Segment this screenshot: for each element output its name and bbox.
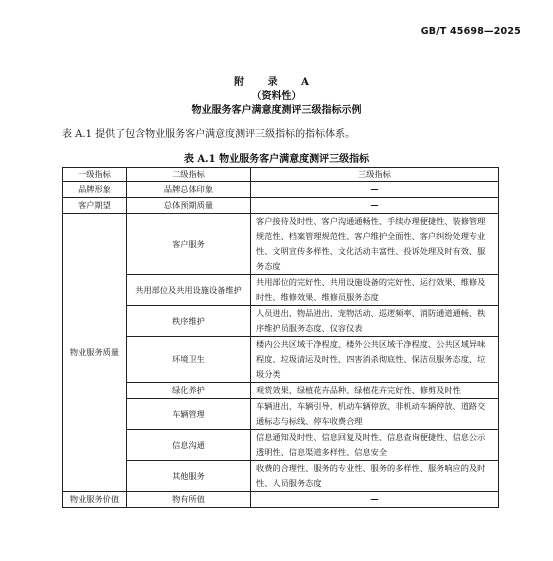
table-row	[63, 461, 499, 492]
level2-cell: 客户服务	[127, 214, 251, 275]
indicator-table	[62, 167, 499, 508]
table-row	[63, 306, 499, 337]
table-row	[63, 182, 499, 198]
level3-cell: —	[251, 492, 499, 508]
appendix-title: 附 录 A	[234, 77, 319, 88]
level2-cell: 车辆管理	[127, 399, 251, 430]
level2-cell: 绿化养护	[127, 383, 251, 399]
level3-cell: —	[251, 182, 499, 198]
level3-cell: —	[251, 198, 499, 214]
level2-cell: 品牌总体印象	[127, 182, 251, 198]
table-row	[63, 214, 499, 275]
level3-cell: 收费的合理性、服务的专业性、服务的多样性、服务响应的及时性、人员服务态度	[251, 461, 499, 492]
table-caption: 表 A.1 物业服务客户满意度测评三级指标	[183, 154, 370, 165]
table-row	[63, 492, 499, 508]
intro-paragraph: 表 A.1 提供了包含物业服务客户满意度测评三级指标的指标体系。	[62, 129, 356, 140]
level3-cell: 信息通知及时性、信息回复及时性、信息查询便捷性、信息公示透明性、信息渠道多样性、信息安全	[251, 430, 499, 461]
level2-cell: 环境卫生	[127, 337, 251, 383]
level1-cell: 客户期望	[63, 198, 127, 214]
level1-cell: 物业服务价值	[63, 492, 127, 508]
level2-cell: 物有所值	[127, 492, 251, 508]
header-level2: 二级指标	[127, 168, 251, 182]
table-header-row	[63, 168, 499, 182]
table-row	[63, 430, 499, 461]
appendix-type: （资料性）	[251, 91, 302, 102]
level2-cell: 信息沟通	[127, 430, 251, 461]
level2-cell: 其他服务	[127, 461, 251, 492]
appendix-name: 物业服务客户满意度测评三级指标示例	[191, 105, 362, 116]
level2-cell: 秩序维护	[127, 306, 251, 337]
header-level1: 一级指标	[63, 168, 127, 182]
level1-cell: 物业服务质量	[63, 214, 127, 492]
level2-cell: 共用部位及共用设施设备维护	[127, 275, 251, 306]
standard-code: GB/T 45698—2025	[420, 26, 521, 37]
level3-cell: 观赏效果、绿植花卉品种、绿植花卉完好性、修剪及时性	[251, 383, 499, 399]
header-level3: 三级指标	[251, 168, 499, 182]
level1-cell: 品牌形象	[63, 182, 127, 198]
table-row	[63, 275, 499, 306]
level3-cell: 客户接待及时性、客户沟通通畅性、手续办理便捷性、装修管理规范性、档案管理规范性、客户维护全面性、客户纠纷处理专业性、文明宣传多样性、文化活动丰富性、投诉处理及时有效、服务态度	[251, 214, 499, 275]
table-row	[63, 198, 499, 214]
level3-cell: 共用部位的完好性、共用设施设备的完好性、运行效果、维修及时性、维修效果、维修员服务态度	[251, 275, 499, 306]
table-row	[63, 399, 499, 430]
level2-cell: 总体预期质量	[127, 198, 251, 214]
table-row	[63, 337, 499, 383]
level3-cell: 人员进出、物品进出、宠物活动、巡逻频率、消防通道通畅、秩序维护员服务态度、仪容仪表	[251, 306, 499, 337]
table-row	[63, 383, 499, 399]
level3-cell: 车辆进出、车辆引导、机动车辆停放、非机动车辆停放、道路交通标志与标线、停车收费合理	[251, 399, 499, 430]
level3-cell: 楼内公共区域干净程度、楼外公共区域干净程度、公共区域异味程度、垃圾清运及时性、四害消杀彻底性、保洁员服务态度、垃圾分类	[251, 337, 499, 383]
